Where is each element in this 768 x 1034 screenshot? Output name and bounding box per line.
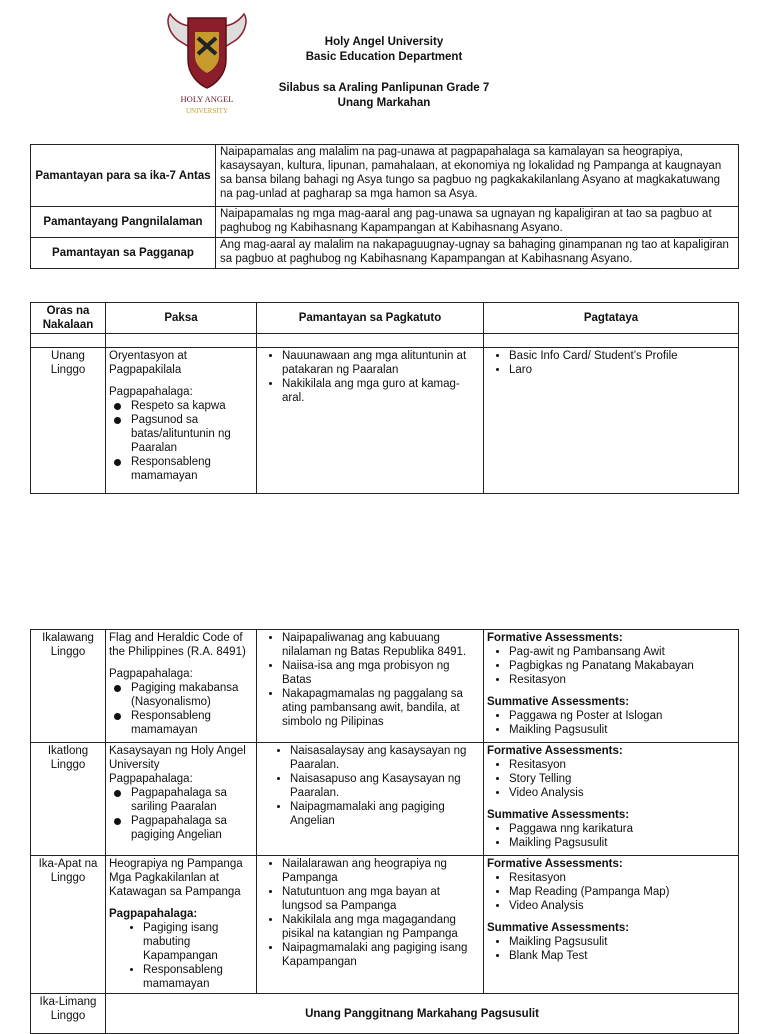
week-learning [257, 856, 484, 994]
list-item: • Blank Map Test [509, 949, 735, 963]
week-learning [257, 630, 484, 743]
week-topic [106, 348, 257, 494]
list-item: • Resitasyon [509, 673, 735, 687]
summative-label: Summative Assessments: [487, 696, 630, 708]
formative-label: Formative Assessments: [487, 745, 623, 757]
list-item: Pagiging makabansa (Nasyonalismo) [131, 681, 253, 709]
week-assessment [484, 743, 739, 856]
list-item: Pagpapahalaga sa sariling Paaralan [131, 786, 253, 814]
plan-table-page1 [30, 302, 739, 494]
week-time: Ika-Apat na Linggo [31, 856, 106, 994]
list-item: Respeto sa kapwa [131, 399, 253, 413]
list-item: • Naiisa-isa ang mga probisyon ng Batas [282, 659, 480, 687]
list-item: • Story Telling [509, 772, 735, 786]
list-item: • Responsableng mamamayan [143, 963, 253, 991]
list-item: • Video Analysis [509, 899, 735, 913]
syllabus-title: Silabus sa Araling Panlipunan Grade 7 [278, 82, 490, 94]
list-item: • Basic Info Card/ Student’s Profile [509, 349, 735, 363]
list-item: • Resitasyon [509, 871, 735, 885]
header-assessment: Pagtataya [484, 303, 739, 334]
list-item: • Maikling Pagsusulit [509, 836, 735, 850]
exam-label: Unang Panggitnang Markahang Pagsusulit [106, 994, 739, 1034]
list-item: Responsableng mamamayan [131, 709, 253, 737]
list-item: Responsableng mamamayan [131, 455, 253, 483]
formative-label: Formative Assessments: [487, 858, 623, 870]
list-item: • Pagbigkas ng Panatang Makabayan [509, 659, 735, 673]
standard-text: Naipapamalas ng mga mag-aaral ang pag-unawa sa ugnayan ng kapaligiran at tao sa pagbuo at paghubog ng Kabihasnang Kapampangan at Kabihasnang Asyano. [216, 207, 739, 238]
list-item: • Paggawa nng karikatura [509, 822, 735, 836]
logo-text-line2: UNIVERSITY [186, 107, 228, 115]
week-row [31, 348, 739, 494]
logo-text-line1: HOLY ANGEL [180, 94, 234, 104]
week-row [31, 856, 739, 994]
standards-row [31, 207, 739, 238]
summative-label: Summative Assessments: [487, 809, 630, 821]
list-item: • Naipagmamalaki ang pagiging isang Kapampangan [282, 941, 480, 969]
quarter-title: Unang Markahan [337, 97, 431, 109]
standard-text: Naipapamalas ang malalim na pag-unawa at pagpapahalaga sa kamalayan sa heograpiya, kasaysayan, kultura, lipunan, pamahalaan, at ekonomiya ng lokalidad ng Pampanga at kaugnayan sa bansa bilang bahagi ng Asya tungo sa pagbuo ng pagkakakilanlang Asyano at magkakatuwang na pag-unlad at pagharap sa mga hamon sa Asya. [216, 145, 739, 207]
topic-line: Mga Pagkakilanlan at Katawagan sa Pampanga [109, 872, 241, 898]
list-item: Pagpapahalaga sa pagiging Angelian [131, 814, 253, 842]
week-time: Unang Linggo [31, 348, 106, 494]
standard-label: Pamantayang Pangnilalaman [31, 207, 216, 238]
topic-title: Kasaysayan ng Holy Angel University [109, 745, 246, 771]
standard-label: Pamantayan para sa ika-7 Antas [31, 145, 216, 207]
topic-title: Flag and Heraldic Code of the Philippines (R.A. 8491) [109, 632, 246, 658]
values-label: Pagpapahalaga: [109, 668, 193, 680]
week-row [31, 994, 739, 1034]
standard-label: Pamantayan sa Pagganap [31, 238, 216, 269]
values-label: Pagpapahalaga: [109, 773, 193, 785]
week-topic [106, 856, 257, 994]
week-time: Ika-Limang Linggo [31, 994, 106, 1034]
list-item: Pagsunod sa batas/alituntunin ng Paaralan [131, 413, 253, 455]
list-item: • Naisasalaysay ang kasaysayan ng Paaralan. [290, 744, 480, 772]
list-item: • Pag-awit ng Pambansang Awit [509, 645, 735, 659]
week-time: Ikatlong Linggo [31, 743, 106, 856]
week-learning [257, 348, 484, 494]
standards-row [31, 238, 739, 269]
list-item: • Maikling Pagsusulit [509, 723, 735, 737]
values-label: Pagpapahalaga: [109, 908, 198, 920]
list-item: • Nailalarawan ang heograpiya ng Pampanga [282, 857, 480, 885]
list-item: • Natutuntuon ang mga bayan at lungsod sa Pampanga [282, 885, 480, 913]
university-name: Holy Angel University [324, 36, 444, 48]
list-item: • Resitasyon [509, 758, 735, 772]
week-row [31, 743, 739, 856]
list-item: • Nakapagmamalas ng paggalang sa ating pambansang awit, bandila, at simbolo ng Pilipinas [282, 687, 480, 729]
department-name: Basic Education Department [305, 51, 463, 63]
list-item: • Maikling Pagsusulit [509, 935, 735, 949]
list-item: • Pagiging isang mabuting Kapampangan [143, 921, 253, 963]
standards-row [31, 145, 739, 207]
values-list [109, 399, 253, 483]
week-assessment [484, 348, 739, 494]
list-item: • Naisasapuso ang Kasaysayan ng Paaralan. [290, 772, 480, 800]
week-assessment [484, 856, 739, 994]
list-item: • Map Reading (Pampanga Map) [509, 885, 735, 899]
week-topic [106, 743, 257, 856]
list-item: • Paggawa ng Poster at Islogan [509, 709, 735, 723]
list-item: • Naipagmamalaki ang pagiging Angelian [290, 800, 480, 828]
list-item: • Nakikilala ang mga guro at kamag-aral. [282, 377, 480, 405]
summative-label: Summative Assessments: [487, 922, 630, 934]
header-time: Oras na Nakalaan [31, 303, 106, 334]
week-learning [257, 743, 484, 856]
values-label: Pagpapahalaga: [109, 386, 193, 398]
week-time: Ikalawang Linggo [31, 630, 106, 743]
list-item: • Nakikilala ang mga magagandang pisikal na katangian ng Pampanga [282, 913, 480, 941]
formative-label: Formative Assessments: [487, 632, 623, 644]
list-item: • Video Analysis [509, 786, 735, 800]
topic-title: Oryentasyon at Pagpapakilala [109, 350, 187, 376]
list-item: • Naipapaliwanag ang kabuuang nilalaman ng Batas Republika 8491. [282, 631, 480, 659]
header-topic: Paksa [106, 303, 257, 334]
topic-line: Heograpiya ng Pampanga [109, 858, 243, 870]
week-row [31, 630, 739, 743]
list-item: • Laro [509, 363, 735, 377]
header-learning: Pamantayan sa Pagkatuto [257, 303, 484, 334]
standards-table [30, 144, 739, 269]
list-item: • Nauunawaan ang mga alituntunin at patakaran ng Paaralan [282, 349, 480, 377]
week-topic [106, 630, 257, 743]
plan-table-page2 [30, 629, 739, 1034]
week-assessment [484, 630, 739, 743]
standard-text: Ang mag-aaral ay malalim na nakapaguugnay-ugnay sa bahaging ginampanan ng tao at kapaligiran sa pagbuo at paghubog ng Kabihasnang Kapampangan at Kabihasnang Asyano. [216, 238, 739, 269]
